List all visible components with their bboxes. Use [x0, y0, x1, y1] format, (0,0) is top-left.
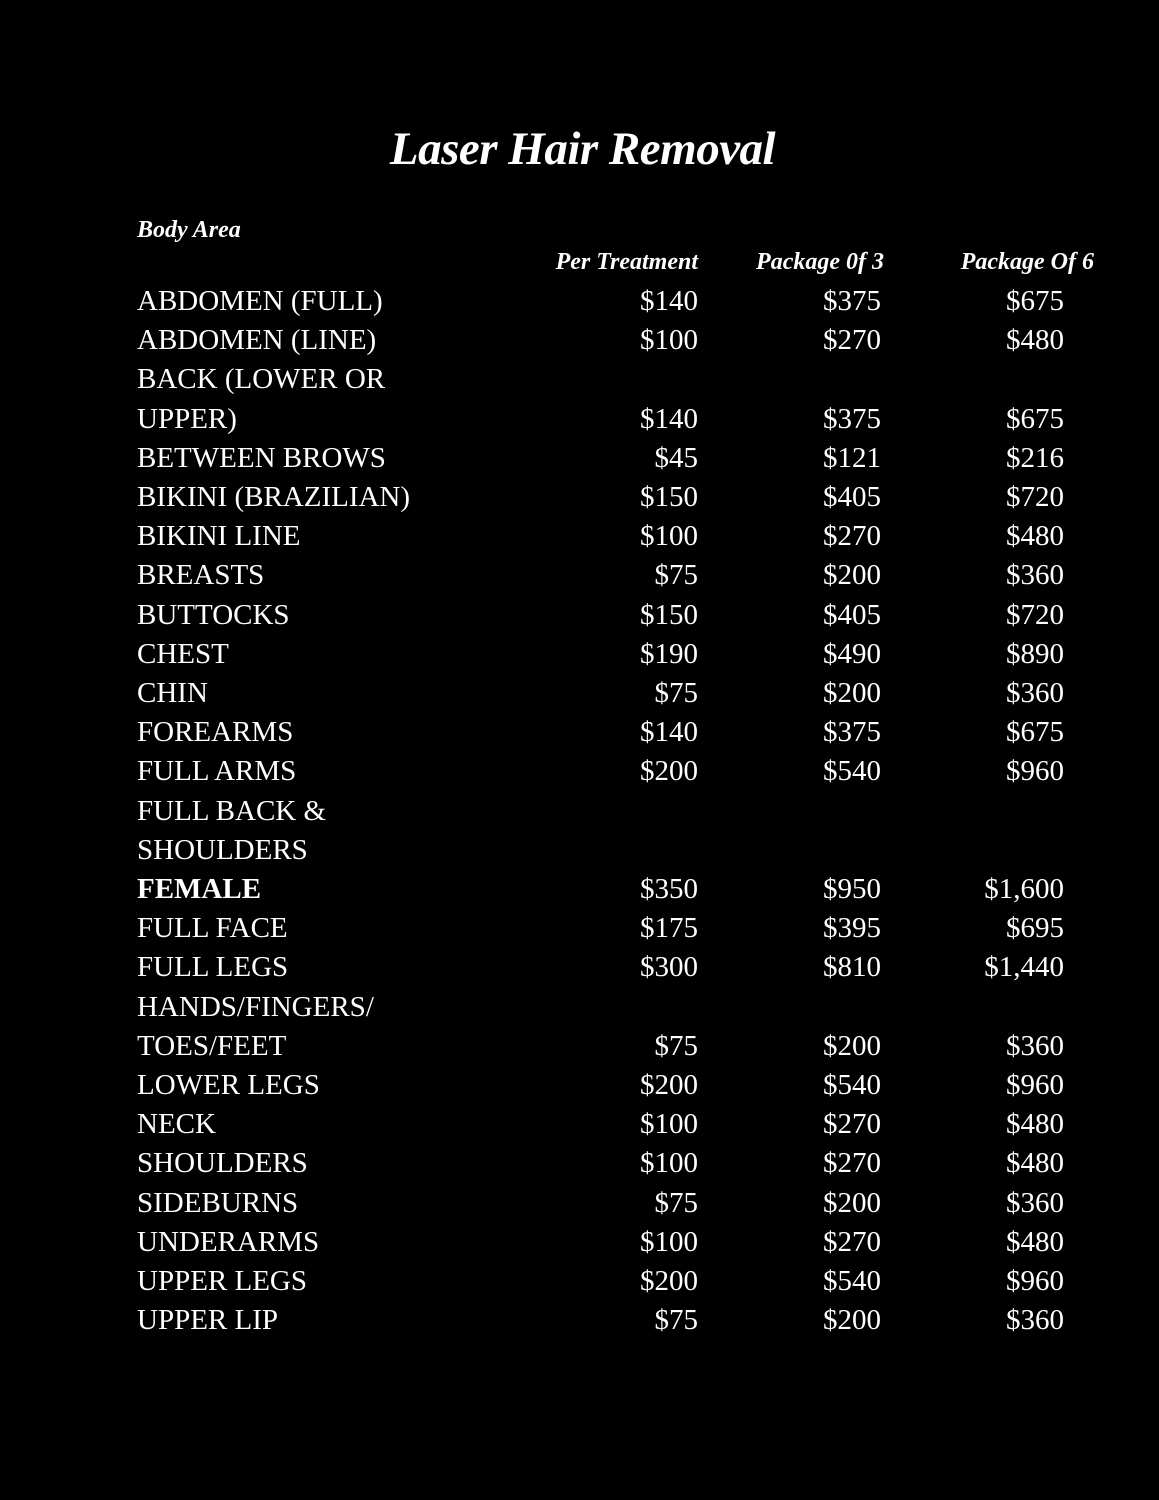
body-area-name: UPPER)	[137, 402, 237, 435]
table-row	[137, 1184, 1064, 1223]
table-row	[137, 282, 1064, 321]
price-per-treatment: $200	[640, 755, 698, 788]
price-per-treatment: $75	[654, 1029, 698, 1062]
price-per-treatment: $150	[640, 480, 698, 513]
price-package-3: $200	[823, 559, 881, 592]
price-per-treatment: $175	[640, 912, 698, 945]
table-row	[137, 674, 1064, 713]
price-package-6: $675	[1006, 716, 1064, 749]
body-area-name: BREASTS	[137, 559, 265, 592]
price-list	[137, 282, 1064, 1340]
table-row	[137, 635, 1064, 674]
price-package-6: $360	[1006, 677, 1064, 709]
table-row	[137, 517, 1064, 556]
body-area-name: ABDOMEN (LINE)	[137, 324, 377, 357]
price-package-3: $950	[823, 872, 881, 905]
price-package-6: $1,600	[984, 872, 1064, 905]
price-package-6: $1,440	[984, 951, 1064, 984]
body-area-name: BACK (LOWER OR	[137, 363, 386, 396]
table-row	[137, 1223, 1064, 1262]
table-row	[137, 1105, 1064, 1144]
price-per-treatment: $100	[640, 1108, 698, 1141]
price-per-treatment: $140	[640, 285, 698, 317]
price-per-treatment: $100	[640, 1147, 698, 1180]
body-area-name: BUTTOCKS	[137, 598, 290, 631]
price-per-treatment: $75	[654, 1186, 698, 1219]
price-package-3: $375	[823, 285, 881, 317]
price-per-treatment: $140	[640, 402, 698, 435]
price-per-treatment: $75	[654, 559, 698, 592]
table-row	[137, 1066, 1064, 1105]
body-area-name: UPPER LIP	[137, 1304, 279, 1337]
price-per-treatment: $200	[640, 1068, 698, 1101]
price-package-3: $270	[823, 1225, 881, 1258]
price-package-6: $480	[1006, 1108, 1064, 1141]
column-header-package-3: Package 0f 3	[756, 249, 884, 275]
price-package-3: $200	[823, 677, 881, 709]
body-area-name: UNDERARMS	[137, 1225, 320, 1258]
body-area-name: UPPER LEGS	[137, 1264, 308, 1297]
body-area-name: CHIN	[137, 677, 208, 709]
table-row	[137, 360, 1064, 438]
price-package-3: $540	[823, 1068, 881, 1101]
price-per-treatment: $350	[640, 872, 698, 905]
price-per-treatment: $100	[640, 520, 698, 553]
body-area-name: HANDS/FINGERS/	[137, 990, 374, 1023]
table-row	[137, 439, 1064, 478]
price-per-treatment: $75	[654, 677, 698, 709]
price-package-3: $270	[823, 1147, 881, 1180]
price-package-6: $960	[1006, 1068, 1064, 1101]
price-package-3: $540	[823, 1264, 881, 1297]
price-package-3: $375	[823, 716, 881, 749]
body-area-name: TOES/FEET	[137, 1029, 287, 1062]
price-per-treatment: $100	[640, 1225, 698, 1258]
body-area-name: FULL BACK &	[137, 794, 327, 827]
table-row	[137, 948, 1064, 987]
price-package-6: $675	[1006, 285, 1064, 317]
price-package-3: $121	[823, 441, 881, 474]
table-row	[137, 792, 1064, 910]
body-area-name: BIKINI (BRAZILIAN)	[137, 480, 411, 513]
price-package-3: $200	[823, 1029, 881, 1062]
price-package-6: $480	[1006, 520, 1064, 553]
table-row	[137, 1144, 1064, 1183]
body-area-name: BETWEEN BROWS	[137, 441, 386, 474]
body-area-name: NECK	[137, 1108, 216, 1141]
table-row	[137, 1301, 1064, 1340]
price-package-6: $360	[1006, 559, 1064, 592]
table-row	[137, 713, 1064, 752]
price-package-3: $490	[823, 637, 881, 670]
price-package-3: $200	[823, 1186, 881, 1219]
price-package-6: $360	[1006, 1186, 1064, 1219]
column-header-per-treatment: Per Treatment	[555, 249, 698, 275]
price-package-6: $216	[1006, 441, 1064, 474]
price-package-3: $395	[823, 912, 881, 945]
price-package-3: $810	[823, 951, 881, 984]
price-package-3: $540	[823, 755, 881, 788]
column-header-package-6: Package Of 6	[960, 249, 1094, 275]
body-area-name: SHOULDERS	[137, 1147, 308, 1180]
price-package-6: $480	[1006, 1225, 1064, 1258]
price-package-3: $270	[823, 520, 881, 553]
body-area-label: Body Area	[137, 217, 241, 243]
body-area-name: FOREARMS	[137, 716, 294, 749]
table-row	[137, 596, 1064, 635]
price-per-treatment: $300	[640, 951, 698, 984]
body-area-name: FULL LEGS	[137, 951, 289, 984]
table-row	[137, 321, 1064, 360]
price-package-6: $720	[1006, 598, 1064, 631]
body-area-name: BIKINI LINE	[137, 520, 301, 553]
body-area-name: FULL ARMS	[137, 755, 297, 788]
price-package-6: $360	[1006, 1029, 1064, 1062]
price-package-6: $720	[1006, 480, 1064, 513]
body-area-name: SIDEBURNS	[137, 1186, 299, 1219]
price-package-6: $675	[1006, 402, 1064, 435]
table-row	[137, 752, 1064, 791]
price-per-treatment: $100	[640, 324, 698, 357]
table-row	[137, 1262, 1064, 1301]
table-row	[137, 556, 1064, 595]
price-per-treatment: $200	[640, 1264, 698, 1297]
price-package-3: $200	[823, 1304, 881, 1337]
body-area-name: FEMALE	[137, 872, 262, 905]
price-per-treatment: $190	[640, 637, 698, 670]
price-per-treatment: $75	[654, 1304, 698, 1337]
page-title: Laser Hair Removal	[389, 123, 776, 175]
price-package-3: $270	[823, 324, 881, 357]
body-area-name: ABDOMEN (FULL)	[137, 285, 383, 317]
price-per-treatment: $140	[640, 716, 698, 749]
price-package-6: $480	[1006, 324, 1064, 357]
price-package-3: $405	[823, 598, 881, 631]
price-package-3: $405	[823, 480, 881, 513]
body-area-name: LOWER LEGS	[137, 1068, 320, 1101]
price-package-6: $695	[1006, 912, 1064, 945]
body-area-name: CHEST	[137, 637, 229, 670]
table-row	[137, 988, 1064, 1066]
price-per-treatment: $45	[654, 441, 698, 474]
price-package-6: $890	[1006, 637, 1064, 670]
price-package-6: $360	[1006, 1304, 1064, 1337]
table-row	[137, 478, 1064, 517]
price-package-6: $960	[1006, 1264, 1064, 1297]
body-area-name: SHOULDERS	[137, 833, 308, 866]
price-package-3: $270	[823, 1108, 881, 1141]
price-package-6: $480	[1006, 1147, 1064, 1180]
price-package-6: $960	[1006, 755, 1064, 788]
body-area-name: FULL FACE	[137, 912, 288, 945]
price-per-treatment: $150	[640, 598, 698, 631]
price-package-3: $375	[823, 402, 881, 435]
table-row	[137, 909, 1064, 948]
